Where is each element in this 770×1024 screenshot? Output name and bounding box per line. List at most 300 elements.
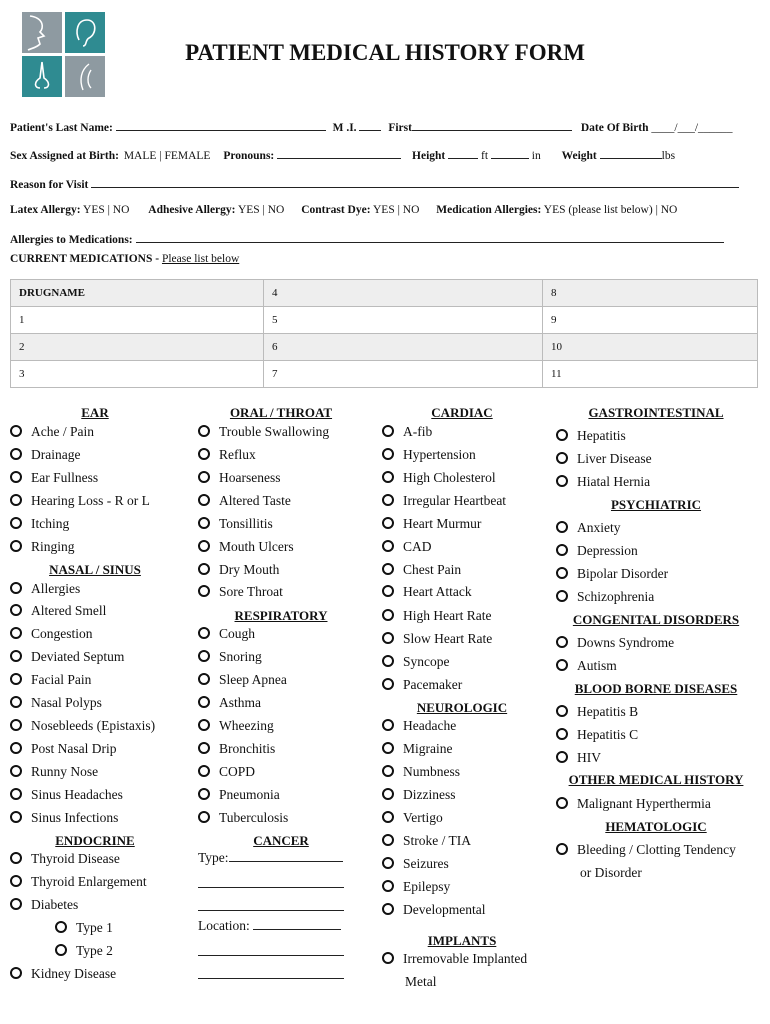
item-label: Dizziness [403, 787, 456, 802]
checkbox-item[interactable] [10, 537, 75, 557]
cancer-type-line[interactable] [198, 887, 344, 888]
checkbox-item[interactable] [10, 716, 155, 736]
checkbox-item[interactable] [556, 633, 674, 653]
circle-checkbox-icon[interactable] [382, 471, 394, 483]
checkbox-item[interactable] [382, 716, 456, 736]
current-meds-label: CURRENT MEDICATIONS - [10, 253, 160, 265]
sex-options[interactable]: MALE | FEMALE [123, 150, 211, 162]
checkbox-item[interactable] [556, 794, 711, 814]
circle-checkbox-icon[interactable] [198, 650, 210, 662]
circle-checkbox-icon[interactable] [382, 585, 394, 597]
height-label: Height [412, 150, 446, 162]
circle-checkbox-icon[interactable] [198, 540, 210, 552]
cancer-location-line[interactable] [198, 955, 344, 956]
circle-checkbox-icon[interactable] [198, 765, 210, 777]
checkbox-item[interactable] [556, 587, 654, 607]
table-cell[interactable]: 8 [543, 280, 758, 307]
checkbox-item[interactable] [382, 785, 455, 805]
row-allergies [10, 204, 677, 216]
circle-checkbox-icon[interactable] [10, 471, 22, 483]
item-label: Kidney Disease [31, 966, 117, 981]
circle-checkbox-icon[interactable] [198, 471, 210, 483]
allergies-to-meds-field[interactable] [136, 232, 724, 243]
pronouns-label: Pronouns: [223, 150, 275, 162]
item-label: Drainage [31, 447, 81, 462]
item-label: Hoarseness [219, 470, 281, 485]
weight-field[interactable] [600, 148, 662, 159]
table-cell[interactable]: DRUGNAME [11, 280, 264, 307]
checkbox-item[interactable] [55, 918, 113, 938]
circle-checkbox-icon[interactable] [10, 582, 22, 594]
circle-checkbox-icon[interactable] [556, 659, 568, 671]
checkbox-item[interactable] [198, 647, 262, 667]
circle-checkbox-icon[interactable] [556, 751, 568, 763]
item-label: Schizophrenia [577, 589, 655, 604]
checkbox-item[interactable] [382, 900, 485, 920]
circle-checkbox-icon[interactable] [382, 742, 394, 754]
item-label: Hepatitis [577, 428, 626, 443]
checkbox-item[interactable] [198, 670, 287, 690]
checkbox-item[interactable] [198, 785, 280, 805]
checkbox-item[interactable] [382, 468, 496, 488]
item-label: Deviated Septum [31, 649, 125, 664]
circle-checkbox-icon[interactable] [556, 705, 568, 717]
mi-label: M .I. [332, 122, 357, 134]
circle-checkbox-icon[interactable] [382, 811, 394, 823]
item-label: A-fib [403, 424, 433, 439]
item-label: Hearing Loss - R or L [31, 493, 150, 508]
table-cell[interactable]: 2 [11, 334, 264, 361]
checkbox-item[interactable] [198, 537, 294, 557]
circle-checkbox-icon[interactable] [556, 797, 568, 809]
item-label: Sore Throat [219, 584, 283, 599]
checkbox-item[interactable] [382, 514, 481, 534]
item-label: Headache [403, 718, 457, 733]
checkbox-item[interactable] [10, 624, 93, 644]
cancer-location-row [198, 916, 341, 936]
in-unit: in [531, 150, 541, 162]
table-cell[interactable]: 3 [11, 361, 264, 388]
item-label: Pacemaker [403, 677, 463, 692]
item-label: Depression [577, 543, 638, 558]
height-in-field[interactable] [491, 148, 529, 159]
allergies-to-meds-label: Allergies to Medications: [10, 234, 133, 246]
item-label: Mouth Ulcers [219, 539, 294, 554]
checkbox-item[interactable] [10, 785, 123, 805]
circle-checkbox-icon[interactable] [10, 517, 22, 529]
current-meds-note: Please list below [161, 253, 240, 265]
circle-checkbox-icon[interactable] [556, 728, 568, 740]
item-label: Nosebleeds (Epistaxis) [31, 718, 156, 733]
weight-label: Weight [561, 150, 597, 162]
checkbox-item[interactable] [10, 964, 116, 984]
med-allergy-label: Medication Allergies: [436, 204, 542, 216]
cancer-location-field[interactable] [253, 916, 341, 930]
circle-checkbox-icon[interactable] [382, 540, 394, 552]
pronouns-field[interactable] [277, 148, 401, 159]
item-label: Developmental [403, 902, 486, 917]
last-name-field[interactable] [116, 120, 326, 131]
section-title-congenital: CONGENITAL DISORDERS [572, 612, 740, 627]
table-cell[interactable]: 6 [264, 334, 543, 361]
checkbox-item[interactable] [382, 854, 449, 874]
checkbox-item[interactable] [382, 582, 472, 602]
contrast-label: Contrast Dye: [301, 204, 371, 216]
circle-checkbox-icon[interactable] [556, 636, 568, 648]
cancer-location-line[interactable] [198, 978, 344, 979]
circle-checkbox-icon[interactable] [198, 494, 210, 506]
circle-checkbox-icon[interactable] [382, 788, 394, 800]
adhesive-options[interactable]: YES | NO [237, 204, 285, 216]
item-label: Trouble Swallowing [219, 424, 330, 439]
item-label: HIV [577, 750, 601, 765]
mi-field[interactable] [359, 120, 381, 131]
section-title-hematologic: HEMATOLOGIC [605, 819, 707, 834]
checkbox-item[interactable] [198, 560, 279, 580]
item-label-continued: or Disorder [580, 865, 642, 880]
item-label: Asthma [219, 695, 261, 710]
checkbox-item[interactable] [556, 725, 638, 745]
circle-checkbox-icon[interactable] [10, 448, 22, 460]
row-allergies-to-meds [10, 232, 724, 246]
table-cell[interactable]: 1 [11, 307, 264, 334]
checkbox-item[interactable] [10, 514, 69, 534]
circle-checkbox-icon[interactable] [55, 944, 67, 956]
checkbox-item[interactable] [382, 652, 450, 672]
checkbox-item[interactable] [10, 647, 124, 667]
item-label: Bleeding / Clotting Tendency [577, 842, 736, 857]
item-label: Anxiety [577, 520, 621, 535]
checkbox-item[interactable] [10, 579, 80, 599]
circle-checkbox-icon[interactable] [10, 898, 22, 910]
circle-checkbox-icon[interactable] [10, 650, 22, 662]
first-name-label: First [388, 122, 412, 134]
checkbox-item[interactable] [10, 693, 102, 713]
checkbox-item[interactable] [556, 656, 617, 676]
section-title-nasal: NASAL / SINUS [49, 562, 141, 577]
circle-checkbox-icon[interactable] [556, 590, 568, 602]
checkbox-item[interactable] [556, 518, 621, 538]
medications-table [10, 279, 758, 388]
item-label: Migraine [403, 741, 453, 756]
checkbox-item[interactable] [382, 762, 460, 782]
item-label: Dry Mouth [219, 562, 280, 577]
checkbox-item[interactable] [198, 468, 280, 488]
circle-checkbox-icon[interactable] [382, 765, 394, 777]
item-label: Ache / Pain [31, 424, 94, 439]
circle-checkbox-icon[interactable] [556, 521, 568, 533]
checkbox-item[interactable] [382, 739, 453, 759]
table-cell[interactable]: 11 [543, 361, 758, 388]
table-row [11, 280, 758, 307]
cancer-type-field[interactable] [229, 848, 343, 862]
circle-checkbox-icon[interactable] [10, 967, 22, 979]
contrast-options[interactable]: YES | NO [372, 204, 420, 216]
item-label: Irremovable Implanted [403, 951, 528, 966]
checkbox-item[interactable] [198, 624, 255, 644]
item-label: Itching [31, 516, 70, 531]
circle-checkbox-icon[interactable] [10, 425, 22, 437]
table-cell[interactable]: 9 [543, 307, 758, 334]
circle-checkbox-icon[interactable] [198, 719, 210, 731]
item-label: Bipolar Disorder [577, 566, 669, 581]
checkbox-item[interactable] [198, 762, 255, 782]
item-label: Tonsillitis [219, 516, 273, 531]
height-ft-field[interactable] [448, 148, 478, 159]
item-label: Post Nasal Drip [31, 741, 117, 756]
checkbox-item[interactable] [382, 949, 527, 969]
item-label: Heart Murmur [403, 516, 482, 531]
item-label: Hepatitis C [577, 727, 639, 742]
circle-checkbox-icon[interactable] [382, 880, 394, 892]
item-label: High Heart Rate [403, 608, 492, 623]
checkbox-item[interactable] [382, 877, 450, 897]
circle-checkbox-icon[interactable] [10, 719, 22, 731]
section-title-other-history: OTHER MEDICAL HISTORY [568, 772, 744, 787]
checkbox-item[interactable] [198, 693, 261, 713]
item-label: Vertigo [403, 810, 443, 825]
item-label: COPD [219, 764, 256, 779]
item-label: Sleep Apnea [219, 672, 287, 687]
checkbox-item[interactable] [198, 445, 256, 465]
checkbox-item[interactable] [10, 808, 118, 828]
circle-checkbox-icon[interactable] [382, 494, 394, 506]
checkbox-item[interactable] [382, 606, 491, 626]
circle-checkbox-icon[interactable] [382, 903, 394, 915]
checkbox-item[interactable] [10, 445, 80, 465]
circle-checkbox-icon[interactable] [10, 627, 22, 639]
circle-checkbox-icon[interactable] [382, 834, 394, 846]
item-label: Altered Taste [219, 493, 291, 508]
item-label: Type 2 [76, 943, 113, 958]
item-label: Altered Smell [31, 603, 107, 618]
circle-checkbox-icon[interactable] [382, 719, 394, 731]
checkbox-item[interactable] [10, 491, 150, 511]
circle-checkbox-icon[interactable] [10, 696, 22, 708]
dob-field[interactable]: ____/___/______ [651, 122, 733, 134]
circle-checkbox-icon[interactable] [198, 696, 210, 708]
item-label: Autism [577, 658, 617, 673]
table-cell[interactable]: 4 [264, 280, 543, 307]
reason-field[interactable] [91, 177, 739, 188]
section-title-ear: EAR [81, 405, 109, 420]
item-label: Hiatal Hernia [577, 474, 651, 489]
checkbox-item[interactable] [382, 629, 492, 649]
item-label: Diabetes [31, 897, 79, 912]
checkbox-item[interactable] [10, 422, 94, 442]
circle-checkbox-icon[interactable] [382, 517, 394, 529]
checkbox-item[interactable] [382, 808, 443, 828]
checkbox-item[interactable] [10, 739, 117, 759]
checkbox-item[interactable] [382, 445, 476, 465]
circle-checkbox-icon[interactable] [556, 843, 568, 855]
item-label: Slow Heart Rate [403, 631, 493, 646]
item-label: Type 1 [76, 920, 113, 935]
checkbox-item[interactable] [556, 702, 638, 722]
circle-checkbox-icon[interactable] [198, 811, 210, 823]
row-sex-height [10, 148, 675, 162]
checkbox-item[interactable] [382, 537, 432, 557]
table-row [11, 334, 758, 361]
item-label: Epilepsy [403, 879, 451, 894]
circle-checkbox-icon[interactable] [556, 475, 568, 487]
circle-checkbox-icon[interactable] [382, 448, 394, 460]
table-row [11, 307, 758, 334]
circle-checkbox-icon[interactable] [10, 540, 22, 552]
circle-checkbox-icon[interactable] [198, 673, 210, 685]
circle-checkbox-icon[interactable] [198, 742, 210, 754]
item-label: Stroke / TIA [403, 833, 471, 848]
checkbox-item[interactable] [198, 514, 273, 534]
checkbox-item[interactable] [10, 762, 98, 782]
section-title-psychiatric: PSYCHIATRIC [610, 497, 702, 512]
item-label: Thyroid Disease [31, 851, 120, 866]
circle-checkbox-icon[interactable] [10, 765, 22, 777]
checkbox-item[interactable] [382, 831, 471, 851]
circle-checkbox-icon[interactable] [556, 544, 568, 556]
circle-checkbox-icon[interactable] [10, 742, 22, 754]
item-label: Downs Syndrome [577, 635, 675, 650]
item-label: Hypertension [403, 447, 476, 462]
checkbox-item[interactable] [382, 675, 462, 695]
item-label: Heart Attack [403, 584, 472, 599]
item-label: Ear Fullness [31, 470, 99, 485]
sex-label: Sex Assigned at Birth: [10, 150, 119, 162]
circle-checkbox-icon[interactable] [198, 425, 210, 437]
circle-checkbox-icon[interactable] [10, 673, 22, 685]
checkbox-item[interactable] [382, 422, 432, 442]
circle-checkbox-icon[interactable] [198, 563, 210, 575]
section-title-oral: ORAL / THROAT [229, 405, 333, 420]
table-cell[interactable]: 5 [264, 307, 543, 334]
circle-checkbox-icon[interactable] [198, 627, 210, 639]
item-label: Numbness [403, 764, 460, 779]
cancer-location-label: Location: [198, 918, 250, 933]
item-label: Congestion [31, 626, 93, 641]
circle-checkbox-icon[interactable] [556, 452, 568, 464]
item-label: Syncope [403, 654, 450, 669]
circle-checkbox-icon[interactable] [382, 425, 394, 437]
circle-checkbox-icon[interactable] [10, 788, 22, 800]
checkbox-item[interactable] [198, 716, 274, 736]
adhesive-label: Adhesive Allergy: [148, 204, 236, 216]
section-title-endocrine: ENDOCRINE [55, 833, 135, 848]
item-label: Snoring [219, 649, 262, 664]
circle-checkbox-icon[interactable] [198, 448, 210, 460]
cancer-type-label: Type: [198, 850, 229, 865]
circle-checkbox-icon[interactable] [10, 604, 22, 616]
table-cell[interactable]: 7 [264, 361, 543, 388]
current-meds-heading [10, 253, 239, 265]
item-label: Pneumonia [219, 787, 280, 802]
checkbox-item[interactable] [556, 449, 652, 469]
checkbox-item[interactable] [198, 808, 288, 828]
checkbox-item[interactable] [382, 560, 461, 580]
latex-options[interactable]: YES | NO [83, 204, 130, 216]
section-title-blood-borne: BLOOD BORNE DISEASES [574, 681, 738, 696]
section-title-gastro: GASTROINTESTINAL [588, 405, 724, 420]
checkbox-item[interactable] [198, 582, 283, 602]
section-title-cancer: CANCER [253, 833, 309, 848]
circle-checkbox-icon[interactable] [382, 857, 394, 869]
checkbox-item[interactable] [10, 601, 106, 621]
dob-label: Date Of Birth [580, 122, 649, 134]
table-cell[interactable]: 10 [543, 334, 758, 361]
item-label: Liver Disease [577, 451, 652, 466]
checkbox-item[interactable] [10, 670, 91, 690]
item-label: Hepatitis B [577, 704, 639, 719]
circle-checkbox-icon[interactable] [382, 655, 394, 667]
checkbox-item[interactable] [10, 849, 120, 869]
circle-checkbox-icon[interactable] [10, 875, 22, 887]
section-title-respiratory: RESPIRATORY [234, 608, 328, 623]
circle-checkbox-icon[interactable] [382, 563, 394, 575]
circle-checkbox-icon[interactable] [198, 585, 210, 597]
row-name-dob [10, 120, 733, 134]
item-label: Runny Nose [31, 764, 99, 779]
lbs-unit: lbs [661, 150, 676, 162]
checkbox-item[interactable] [556, 748, 601, 768]
item-label: CAD [403, 539, 432, 554]
circle-checkbox-icon[interactable] [382, 952, 394, 964]
first-name-field[interactable] [412, 120, 572, 131]
circle-checkbox-icon[interactable] [55, 921, 67, 933]
item-label: Seizures [403, 856, 449, 871]
checkbox-item[interactable] [10, 895, 78, 915]
checkbox-item[interactable] [55, 941, 113, 961]
checkbox-item[interactable] [556, 426, 626, 446]
item-label: Facial Pain [31, 672, 92, 687]
circle-checkbox-icon[interactable] [382, 632, 394, 644]
circle-checkbox-icon[interactable] [382, 678, 394, 690]
latex-label: Latex Allergy: [10, 204, 81, 216]
checkbox-item[interactable] [10, 872, 147, 892]
checkbox-item[interactable] [198, 422, 329, 442]
reason-label: Reason for Visit [10, 179, 89, 191]
checkbox-item[interactable] [556, 541, 638, 561]
item-label: Malignant Hyperthermia [577, 796, 711, 811]
circle-checkbox-icon[interactable] [10, 852, 22, 864]
item-label-continued: Metal [405, 974, 437, 989]
circle-checkbox-icon[interactable] [10, 811, 22, 823]
cancer-type-row [198, 848, 343, 868]
checkbox-item[interactable] [556, 840, 736, 860]
item-label: Tuberculosis [219, 810, 289, 825]
med-allergy-options[interactable]: YES (please list below) | NO [543, 204, 678, 216]
item-label: Nasal Polyps [31, 695, 102, 710]
circle-checkbox-icon[interactable] [10, 494, 22, 506]
checkbox-item[interactable] [382, 491, 506, 511]
circle-checkbox-icon[interactable] [556, 567, 568, 579]
checkbox-item[interactable] [198, 739, 275, 759]
circle-checkbox-icon[interactable] [382, 609, 394, 621]
circle-checkbox-icon[interactable] [556, 429, 568, 441]
circle-checkbox-icon[interactable] [198, 788, 210, 800]
checkbox-item[interactable] [556, 564, 668, 584]
item-label: Sinus Headaches [31, 787, 123, 802]
section-title-implants: IMPLANTS [427, 933, 497, 948]
checkbox-item[interactable] [556, 472, 650, 492]
checkbox-item[interactable] [198, 491, 291, 511]
checkbox-item[interactable] [10, 468, 98, 488]
page-title: PATIENT MEDICAL HISTORY FORM [185, 40, 585, 65]
circle-checkbox-icon[interactable] [198, 517, 210, 529]
item-label: Bronchitis [219, 741, 276, 756]
section-title-cardiac: CARDIAC [431, 405, 493, 420]
cancer-type-line[interactable] [198, 910, 344, 911]
row-reason [10, 177, 739, 191]
item-label: Thyroid Enlargement [31, 874, 147, 889]
